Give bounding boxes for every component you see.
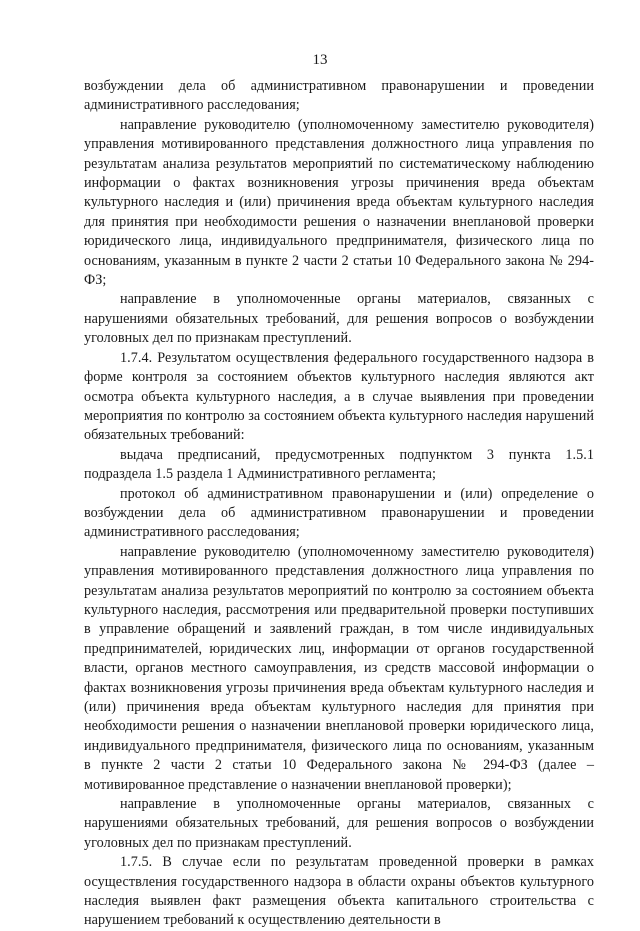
paragraph: направление в уполномоченные органы материалов, связанных с нарушениями обязательных требований, для решения вопросов о возбуждении уголовных дел по признакам преступлений. bbox=[84, 291, 594, 347]
section-1-7-5-paragraph: 1.7.5. В случае если по результатам проведенной проверки в рамках осуществления государственного надзора в области охраны объектов культурного наследия выявлен факт размещения объекта капитального строительства с нарушением требований к осуществлению деятельности в bbox=[84, 854, 594, 929]
section-1-7-4-paragraph: 1.7.4. Результатом осуществления федерального государственного надзора в форме контроля за состоянием объектов культурного наследия являются акт осмотра объекта культурного наследия, а в случае выявления при проведении мероприятия по контролю за состоянием объекта культурного наследия нарушений обязательных требований: bbox=[84, 349, 594, 444]
page-number: 13 bbox=[312, 52, 328, 68]
paragraph-continuation: возбуждении дела об административном правонарушении и проведении административного расследования; bbox=[84, 78, 594, 114]
paragraph: протокол об административном правонарушении и (или) определение о возбуждении дела об административном правонарушении и проведении административного расследования; bbox=[84, 485, 594, 541]
paragraph: направление руководителю (уполномоченному заместителю руководителя) управления мотивированного представления должностного лица управления по результатам анализа результатов мероприятий по контролю за состоянием объекта культурного наследия, рассмотрения или предварительной проверки поступивших в управление обращений и заявлений граждан, в том числе индивидуальных предпринимателей, юридических лиц, информации от органов государственной власти, органов местного самоуправления, из средств массовой информации о фактах возникновения угрозы причинения вреда объектам культурного наследия и (или) причинения вреда объектам культурного наследия для принятия при необходимости решения о назначении внеплановой проверки юридического лица, индивидуального предпринимателя, физического лица по основаниям, указанным в пункте 2 части 2 статьи 10 Федерального закона № 294-ФЗ (далее – мотивированное представление о назначении внеплановой проверки); bbox=[84, 543, 594, 793]
document-body bbox=[84, 77, 594, 931]
paragraph: направление руководителю (уполномоченному заместителю руководителя) управления мотивированного представления должностного лица управления по результатам анализа результатов мероприятий по систематическому наблюдению информации о фактах возникновения угрозы причинения вреда объектам культурного наследия и (или) причинения вреда объектам культурного наследия для принятия при необходимости решения о назначении внеплановой проверки юридического лица, индивидуального предпринимателя, физического лица по основаниям, указанным в пункте 2 части 2 статьи 10 Федерального закона № 294-ФЗ; bbox=[84, 116, 594, 289]
paragraph: направление в уполномоченные органы материалов, связанных с нарушениями обязательных требований, для решения вопросов о возбуждении уголовных дел по признакам преступлений. bbox=[84, 796, 594, 851]
paragraph: выдача предписаний, предусмотренных подпунктом 3 пункта 1.5.1 подраздела 1.5 раздела 1 Административного регламента; bbox=[84, 446, 594, 483]
